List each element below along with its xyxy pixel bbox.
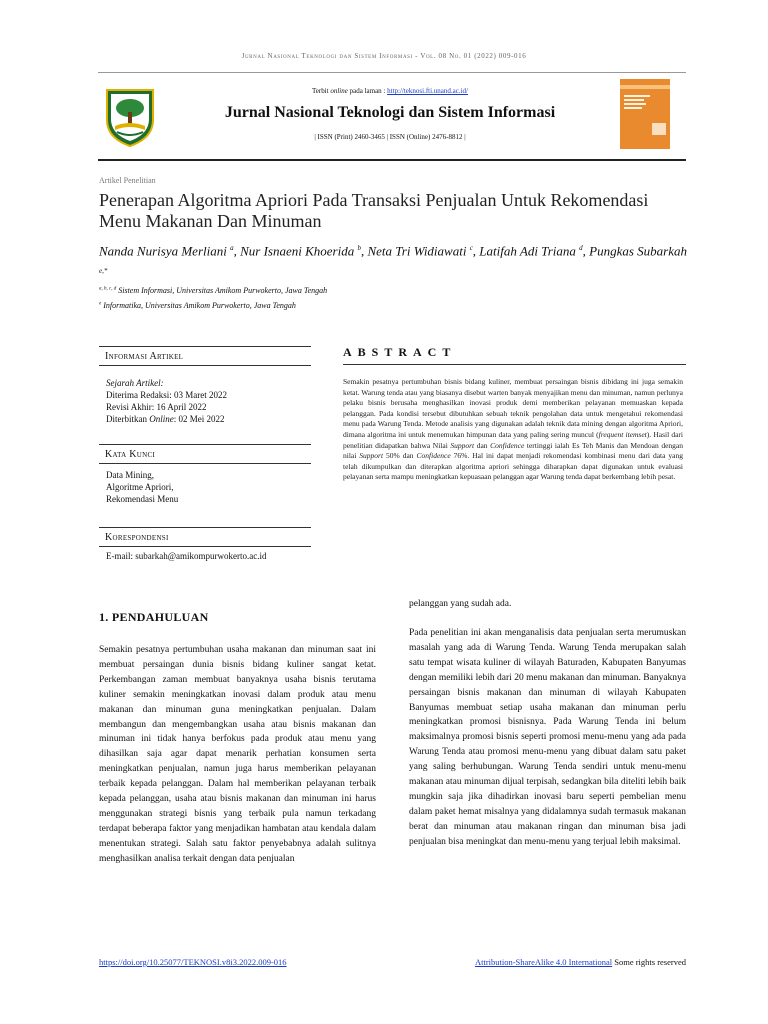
section-title: 1. PENDAHULUAN: [99, 610, 209, 624]
revised-date: Revisi Akhir: 16 April 2022: [106, 402, 207, 412]
issn-line: | ISSN (Print) 2460-3465 | ISSN (Online) 2476-8812 |: [314, 133, 466, 141]
online-suffix: : 02 Mei 2022: [173, 414, 225, 424]
abstract-part: 50% dan: [383, 451, 417, 461]
abstract-heading: ABSTRACT: [343, 345, 457, 359]
abstract-part: ). Hasil dari penelitian didapatkan bahwa Nilai: [343, 429, 683, 450]
author-name: Nur Isnaeni Khoerida: [240, 243, 355, 259]
abstract-part: tertinggi ialah Es Teh Manis dan Mendoan dengan nilai: [343, 440, 683, 461]
keyword-list: [106, 469, 178, 505]
license-line: [475, 957, 686, 967]
author-sup: b: [357, 244, 361, 252]
keyword-item: Data Mining,: [106, 470, 154, 480]
received-date: Diterima Redaksi: 03 Maret 2022: [106, 390, 227, 400]
masthead-top-rule: [98, 72, 686, 73]
abstract-italic: Confidence: [490, 440, 525, 450]
keywords-heading: Kata Kunci: [99, 444, 311, 464]
affiliation-text: Informatika, Universitas Amikom Purwokerto, Jawa Tengah: [103, 301, 296, 310]
history-label: Sejarah Artikel:: [106, 378, 164, 388]
published-online: online: [330, 87, 348, 95]
online-prefix: Diterbitkan: [106, 414, 150, 424]
abstract-italic: Confidence: [416, 451, 451, 461]
abstract-italic: frequent itemset: [598, 429, 647, 439]
author-name: Pungkas Subarkah: [589, 243, 687, 259]
article-info-heading: Informasi Artikel: [99, 346, 311, 366]
doi-link[interactable]: https://doi.org/10.25077/TEKNOSI.v8i3.2022.009-016: [99, 957, 287, 967]
affiliation-text: Sistem Informasi, Universitas Amikom Purwokerto, Jawa Tengah: [118, 286, 328, 295]
rights-text: Some rights reserved: [612, 957, 686, 967]
author-list: Nanda Nurisya Merliani $^a$, Nur Isnaeni Khoerida $^b$, Neta Tri Widiawati $^c$, Latifah Adi Triana $^d$, Pungkas Subarkah $^{e,*}$: [99, 243, 687, 276]
abstract-part: dan: [474, 440, 491, 450]
keyword-item: Algoritme Apriori,: [106, 482, 174, 492]
published-mid: pada laman :: [349, 87, 386, 95]
abstract-italic: Support: [450, 440, 475, 450]
author-name: Latifah Adi Triana: [479, 243, 576, 259]
journal-title: Jurnal Nasional Teknologi dan Sistem Informasi: [224, 104, 556, 121]
published-prefix: Terbit: [311, 87, 329, 95]
affiliation-sup: a, b, c, d: [99, 286, 117, 292]
university-logo-icon: [101, 86, 159, 148]
abstract-part: Semakin pesatnya pertumbuhan bisnis bidang kuliner, membuat persaingan bisnis dibidang ini juga semakin ketat. Warung tenda atau yang biasanya disebut warten banyak menyajikan menu dan minuman, namun perlunya pelaku bisnis berusaha menghasilkan inovasi produk demi memberikan pelayanan memuaskan kepada pelanggan. Pada kondisi tersebut dibutuhkan sebuah teknik pengolahan data untuk mengetahui rekomendasi menu pada Warung Tenda. Metode analisis yang digunakan adalah teknik data mining dengan algoritma Apriori, dimana algoritma ini untuk menemukan himpunan data yang paling sering muncul (: [343, 377, 683, 439]
affiliation: [99, 286, 327, 295]
author-sup: a: [230, 244, 234, 252]
keyword-item: Rekomendasi Menu: [106, 494, 179, 504]
body-continuation: pelanggan yang sudah ada.: [409, 599, 512, 609]
license-link[interactable]: Attribution-ShareAlike 4.0 International: [474, 957, 613, 967]
author-name: Nanda Nurisya Merliani: [99, 243, 227, 259]
abstract-text: [343, 377, 683, 483]
author-sup: c: [469, 244, 473, 252]
abstract-rule: [343, 364, 686, 365]
correspondence-heading: Korespondensi: [99, 527, 311, 547]
published-line: [160, 87, 620, 95]
affiliation: [99, 301, 296, 310]
correspondence-email: E-mail: subarkah@amikompurwokerto.ac.id: [106, 551, 267, 561]
running-head: Jurnal Nasional Teknologi dan Sistem Informasi - Vol. 08 No. 01 (2022) 009-016: [241, 52, 527, 60]
abstract-part: 76%. Hal ini dapat menjadi rekomendasi kombinasi menu dari data yang telah dikumpulkan dan diterapkan algoritma apriori sehingga diharapkan dapat digunakan untuk evaluasi pelayanan serta mampu meningkatkan kepuasaan pelanggan agar Warung tenda dapat berkembang lebih pesat.: [343, 451, 683, 482]
masthead-bottom-rule: [98, 159, 686, 161]
online-date: [106, 413, 227, 425]
affiliation-sup: e: [99, 301, 102, 307]
author-sup: d: [579, 244, 583, 252]
author-name: Neta Tri Widiawati: [367, 243, 467, 259]
article-history: [106, 377, 227, 425]
paper-title: Penerapan Algoritma Apriori Pada Transaksi Penjualan Untuk Rekomendasi Menu Makanan Dan Minuman: [99, 190, 649, 231]
journal-url-link[interactable]: http://teknosi.fti.unand.ac.id/: [387, 87, 469, 95]
abstract-italic: Support: [359, 451, 384, 461]
body-paragraph-right: Pada penelitian ini akan menganalisis data penjualan serta merumuskan masalah yang ada di Warung Tenda. Warung Tenda merupakan salah satu tempat wisata kuliner di wilayah Baturaden, Kabupaten Banyumas dengan memiliki lebih dari 20 menu makanan dan minuman. Banyaknya persaingan bisnis makanan dan minuman di wilayah Kabupaten Banyumas membuat setiap usaha makanan dan minuman perlu meningkatkan promosi bisnisnya. Pada Warung Tenda ini belum maksimalnya promosi bisnis seperti promosi menu-menu yang ada pada Warung Tenda atau promosi menu-menu yang dibuat dalam satu paket yang saling berhubungan. Warung Tenda sendiri untuk menu-menu makanan atau minuman dijual terpisah, sedangkan bila diteliti lebih baik mungkin saja jika dihadirkan inovasi baru seperti pembelian menu dalam paket hemat misalnya yang didalamnya sudah termasuk makanan berat dan minuman atau makanan ringan dan minuman bisa jadi penjualan bisa meningkat dan menu-menu yang terjual lebih maksimal.: [409, 628, 686, 847]
author-sup: e,*: [99, 267, 108, 276]
journal-cover-icon: [620, 79, 670, 149]
article-type: Artikel Penelitian: [99, 176, 156, 185]
body-paragraph-left: Semakin pesatnya pertumbuhan usaha makanan dan minuman saat ini membuat persaingan dunia bisnis bidang kuliner sangat ketat. Perkembangan zaman membuat banyaknya usaha bisnis terutama kuliner semakin meningkatkan inovasi dalam produk atau menu makanan dan minuman guna meningkatkan penjualan. Dalam membangun dan mengembangkan usaha atau bisnis makanan dan minuman ini tidak hanya berfokus pada produk atau menu yang dihasilkan saja agar dapat menarik perhatian konsumen serta meningkatkan penjualan, namun juga harus memberikan pelayanan terbaik kepada pelanggan. Dalam hal memberikan pelayanan terbaik kepada pelanggan, usaha atau bisnis makanan dan minuman ini harus menggunakan strategi bisnis yang terbaik pula namun terkadang terdapat beberapa faktor yang menjadikan hambatan atau kendala dalam menentukan strategi. Salah satu faktor penyebabnya adalah sulitnya menghasilkan analisa terkait dengan data penjualan: [99, 645, 376, 864]
online-word: Online: [149, 414, 174, 424]
